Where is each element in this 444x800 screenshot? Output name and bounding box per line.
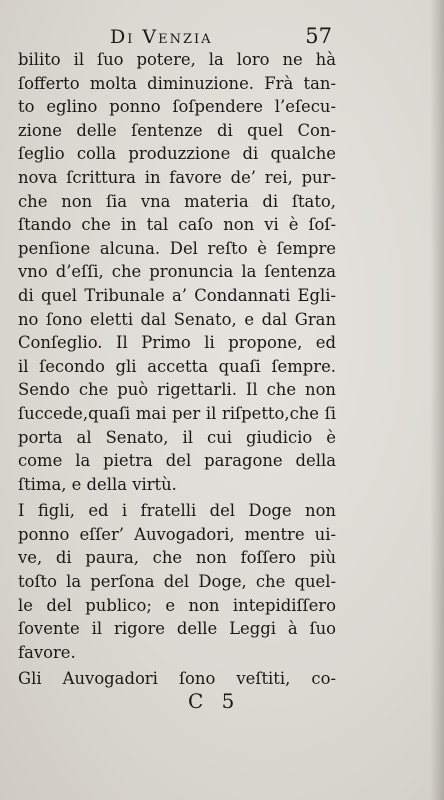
text-line: ſtando che in tal caſo non vi è ſoſ- bbox=[18, 215, 336, 235]
text-line: no ſono eletti dal Senato, e dal Gran bbox=[18, 309, 336, 329]
text-line: le del publico; e non intepidiſſero bbox=[18, 595, 336, 615]
text-line: to eglino ponno ſoſpendere l’eſecu- bbox=[18, 97, 336, 117]
text-line: Conſeglio. Il Primo li propone, ed bbox=[18, 333, 336, 353]
text-line: penſione alcuna. Del reſto è ſempre bbox=[18, 238, 336, 258]
text-line: che non ſia vna materia di ſtato, bbox=[18, 191, 336, 211]
text-line: come la pietra del paragone della bbox=[18, 451, 336, 471]
text-line: Sendo che può rigettarli. Il che non bbox=[18, 380, 336, 400]
text-line: Gli Auvogadori ſono veſtiti, co- bbox=[18, 669, 336, 689]
text-line: bilito il ſuo potere, la loro ne hà bbox=[18, 50, 336, 69]
text-line: ponno eſſer’ Auvogadori, mentre ui- bbox=[18, 524, 336, 544]
text-line: il ſecondo gli accetta quaſi ſempre. bbox=[18, 356, 336, 376]
text-line: vno d’eſſi, che pronuncia la ſentenza bbox=[18, 262, 336, 282]
text-line: ſtima, e della virtù. bbox=[18, 474, 177, 494]
text-line: ſuccede,quaſi mai per il riſpetto,che ſi bbox=[18, 403, 336, 423]
text-line: porta al Senato, il cui giudicio è bbox=[18, 427, 336, 447]
page-number: 57 bbox=[305, 24, 332, 48]
text-line: ſovente il rigore delle Leggi à ſuo bbox=[18, 619, 336, 639]
body-text bbox=[18, 48, 336, 691]
text-line: favore. bbox=[18, 642, 76, 662]
running-head: Di Venzia bbox=[110, 26, 213, 48]
page-edge-shadow bbox=[430, 0, 444, 800]
text-line: di quel Tribunale a’ Condannati Egli- bbox=[18, 285, 336, 305]
signature-mark: C 5 bbox=[188, 689, 241, 713]
text-line: nova ſcrittura in favore de’ rei, pur- bbox=[18, 167, 336, 187]
text-line: ſeglio colla produzzione di qualche bbox=[18, 144, 336, 164]
text-line: ve, di paura, che non foſſero più bbox=[18, 548, 336, 568]
text-line: ſofferto molta diminuzione. Frà tan- bbox=[18, 73, 336, 93]
text-line: toſto la perſona del Doge, che quel- bbox=[18, 572, 336, 592]
page-header bbox=[0, 22, 444, 50]
text-line: zione delle ſentenze di quel Con- bbox=[18, 120, 336, 140]
text-line: I figli, ed i fratelli del Doge non bbox=[18, 501, 336, 521]
